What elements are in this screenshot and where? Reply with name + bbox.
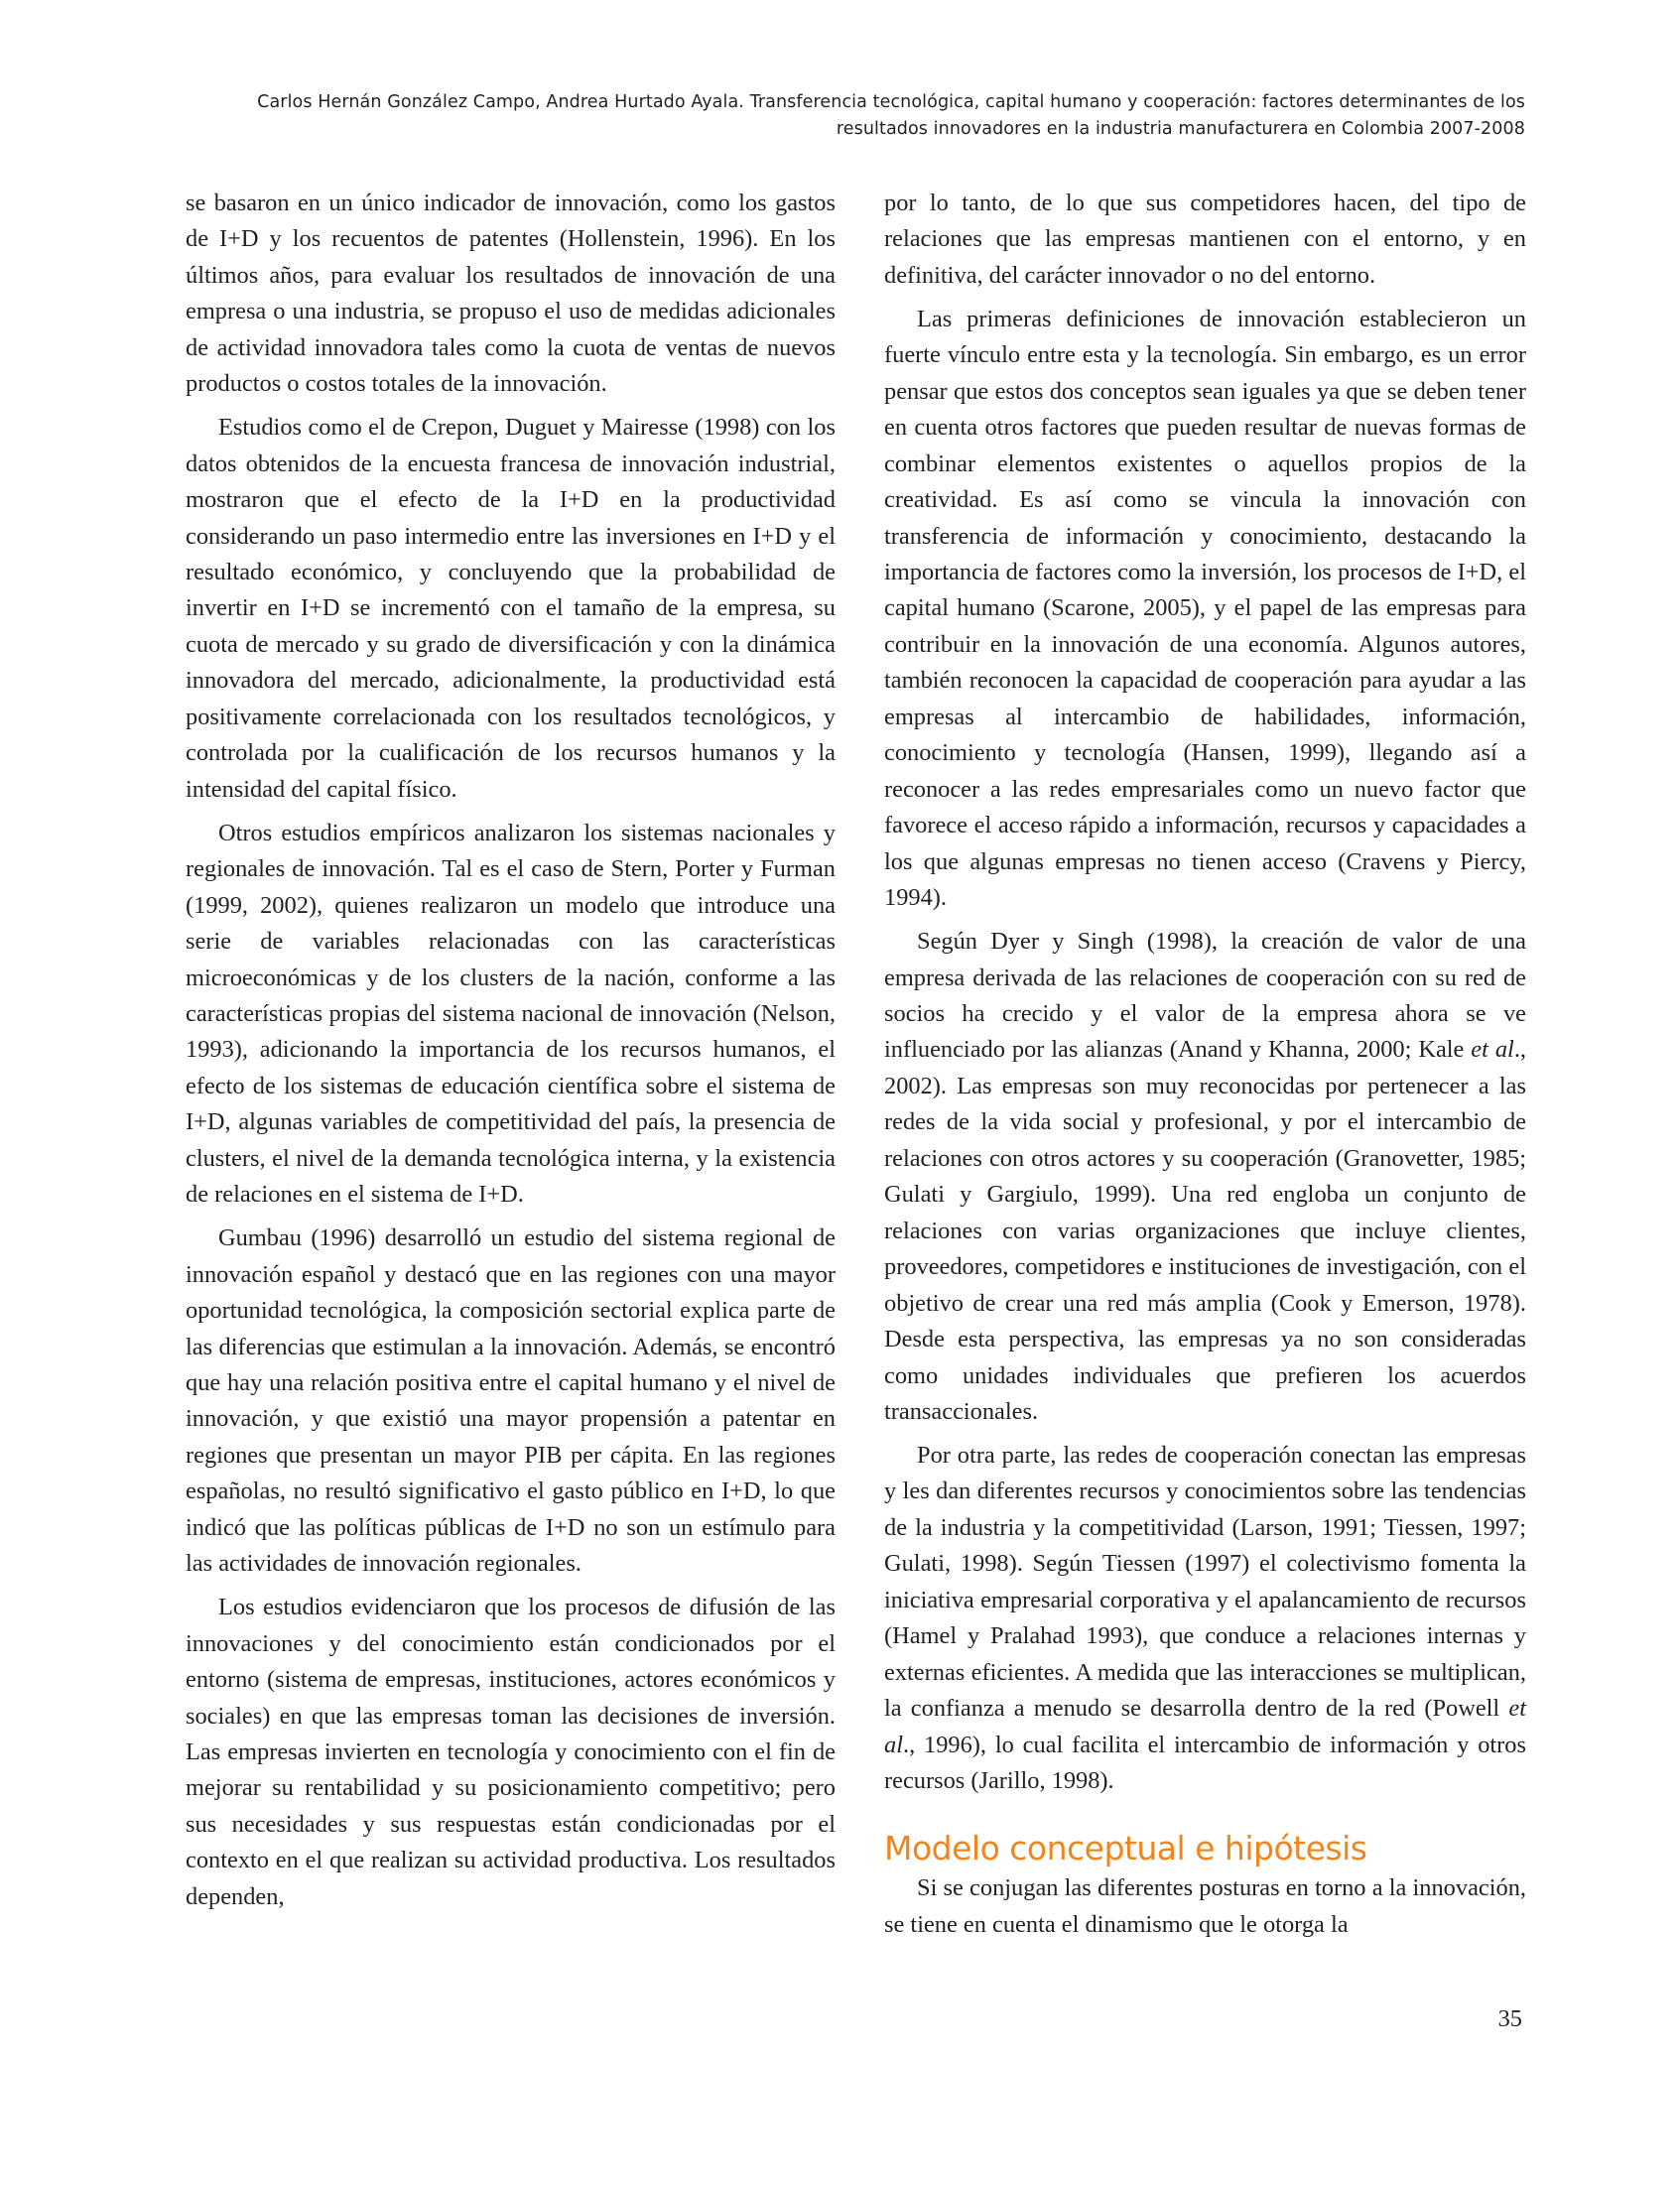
text-run: Según Dyer y Singh (1998), la creación de valor de una empresa derivada de las relaciones de cooperación con su red de socios ha crecido y el valor de la empresa ahora se ve influenciado por las alianzas (Anand y Khanna, 2000; Kale [884,928,1526,1064]
section-heading: Modelo conceptual e hipótesis [884,1829,1367,1868]
running-header [179,89,1525,143]
page-number: 35 [1497,2005,1522,2032]
paragraph: Gumbau (1996) desarrolló un estudio del sistema regional de innovación español y destacó que en las regiones con una mayor oportunidad tecnológica, la composición sectorial explica parte de las diferencias que estimulan a la innovación. Además, se encontró que hay una relación positiva entre el capital humano y el nivel de innovación, y que existió una mayor propensión a patentar en regiones que presentan un mayor PIB per cápita. En las regiones españolas, no resultó significativo el gasto público en I+D, lo que indicó que las políticas públicas de I+D no son un estímulo para las actividades de innovación regionales. [186,1224,836,1578]
text-run: ., 1996), lo cual facilita el intercambio de información y otros recursos (Jarillo, 1998). [884,1731,1526,1794]
paragraph: Los estudios evidenciaron que los procesos de difusión de las innovaciones y del conocimiento están condicionados por el entorno (sistema de empresas, instituciones, actores económicos y sociales) en que las empresas toman las decisiones de inversión. Las empresas invierten en tecnología y conocimiento con el fin de mejorar su rentabilidad y su posicionamiento competitivo; pero sus necesidades y sus respuestas están condicionadas por el contexto en el que realizan su actividad productiva. Los resultados dependen, [186,1594,836,1910]
right-column [884,186,1526,1951]
paragraph [884,1438,1526,1800]
paragraph [884,924,1526,1430]
paragraph: Estudios como el de Crepon, Duguet y Mairesse (1998) con los datos obtenidos de la encuesta francesa de innovación industrial, mostraron que el efecto de la I+D en la productividad considerando un paso intermedio entre las inversiones en I+D y el resultado económico, y concluyendo que la probabilidad de invertir en I+D se incrementó con el tamaño de la empresa, su cuota de mercado y su grado de diversificación y con la dinámica innovadora del mercado, adicionalmente, la productividad está positivamente correlacionada con los resultados tecnológicos, y controlada por la cualificación de los recursos humanos y la intensidad del capital físico. [186,414,836,803]
paragraph: Las primeras definiciones de innovación establecieron un fuerte vínculo entre esta y la tecnología. Sin embargo, es un error pensar que estos dos conceptos sean iguales ya que se deben tener en cuenta otros factores que pueden resultar de nuevas formas de combinar elementos existentes o aquellos propios de la creatividad. Es así como se vincula la innovación con transferencia de información y conocimiento, destacando la importancia de factores como la inversión, los procesos de I+D, el capital humano (Scarone, 2005), y el papel de las empresas para contribuir en la innovación de una economía. Algunos autores, también reconocen la capacidad de cooperación para ayudar a las empresas al intercambio de habilidades, información, conocimiento y tecnología (Hansen, 1999), llegando así a reconocer a las redes empresariales como un nuevo factor que favorece el acceso rápido a información, recursos y capacidades a los que algunas empresas no tienen acceso (Cravens y Piercy, 1994). [884,305,1526,912]
text-run: Por otra parte, las redes de cooperación conectan las empresas y les dan diferentes recursos y conocimientos sobre las tendencias de la industria y la competitividad (Larson, 1991; Tiessen, 1997; Gulati, 1998). Según Tiessen (1997) el colectivismo fomenta la iniciativa empresarial corporativa y el apalancamiento de recursos (Hamel y Pralahad 1993), que conduce a relaciones internas y externas eficientes. A medida que las interacciones se multiplican, la confianza a menudo se desarrolla dentro de la red (Powell [884,1441,1526,1723]
italic-text: et al [1471,1036,1514,1064]
running-header-line-1: Carlos Hernán González Campo, Andrea Hurtado Ayala. Transferencia tecnológica, capital humano y cooperación: factores determinantes de los [257,92,1525,112]
left-column [186,186,836,1923]
paragraph: Otros estudios empíricos analizaron los sistemas nacionales y regionales de innovación. Tal es el caso de Stern, Porter y Furman (1999, 2002), quienes realizaron un modelo que introduce una serie de variables relacionadas con las características microeconómicas y de los clusters de la nación, conforme a las características propias del sistema nacional de innovación (Nelson, 1993), adicionando la importancia de los recursos humanos, el efecto de los sistemas de educación científica sobre el sistema de I+D, algunas variables de competitividad del país, la presencia de clusters, el nivel de la demanda tecnológica interna, y la existencia de relaciones en el sistema de I+D. [186,819,836,1209]
paragraph: por lo tanto, de lo que sus competidores hacen, del tipo de relaciones que las empresas mantienen con el entorno, y en definitiva, del carácter innovador o no del entorno. [884,190,1526,289]
running-header-line-2: resultados innovadores en la industria manufacturera en Colombia 2007-2008 [836,119,1525,139]
paragraph: Si se conjugan las diferentes posturas en torno a la innovación, se tiene en cuenta el dinamismo que le otorga la [884,1874,1526,1938]
italic-text: et al [884,1695,1526,1758]
text-run: ., 2002). Las empresas son muy reconocidas por pertenecer a las redes de la vida social y profesional, y por el intercambio de relaciones con otros actores y su cooperación (Granovetter, 1985; Gulati y Gargiulo, 1999). Una red engloba un conjunto de relaciones con varias organizaciones que incluye clientes, proveedores, competidores e instituciones de investigación, con el objetivo de crear una red más amplia (Cook y Emerson, 1978). Desde esta perspectiva, las empresas ya no son consideradas como unidades individuales que prefieren los acuerdos transaccionales. [884,1036,1527,1425]
paragraph: se basaron en un único indicador de innovación, como los gastos de I+D y los recuentos de patentes (Hollenstein, 1996). En los últimos años, para evaluar los resultados de innovación de una empresa o una industria, se propuso el uso de medidas adicionales de actividad innovadora tales como la cuota de ventas de nuevos productos o costos totales de la innovación. [186,190,836,398]
